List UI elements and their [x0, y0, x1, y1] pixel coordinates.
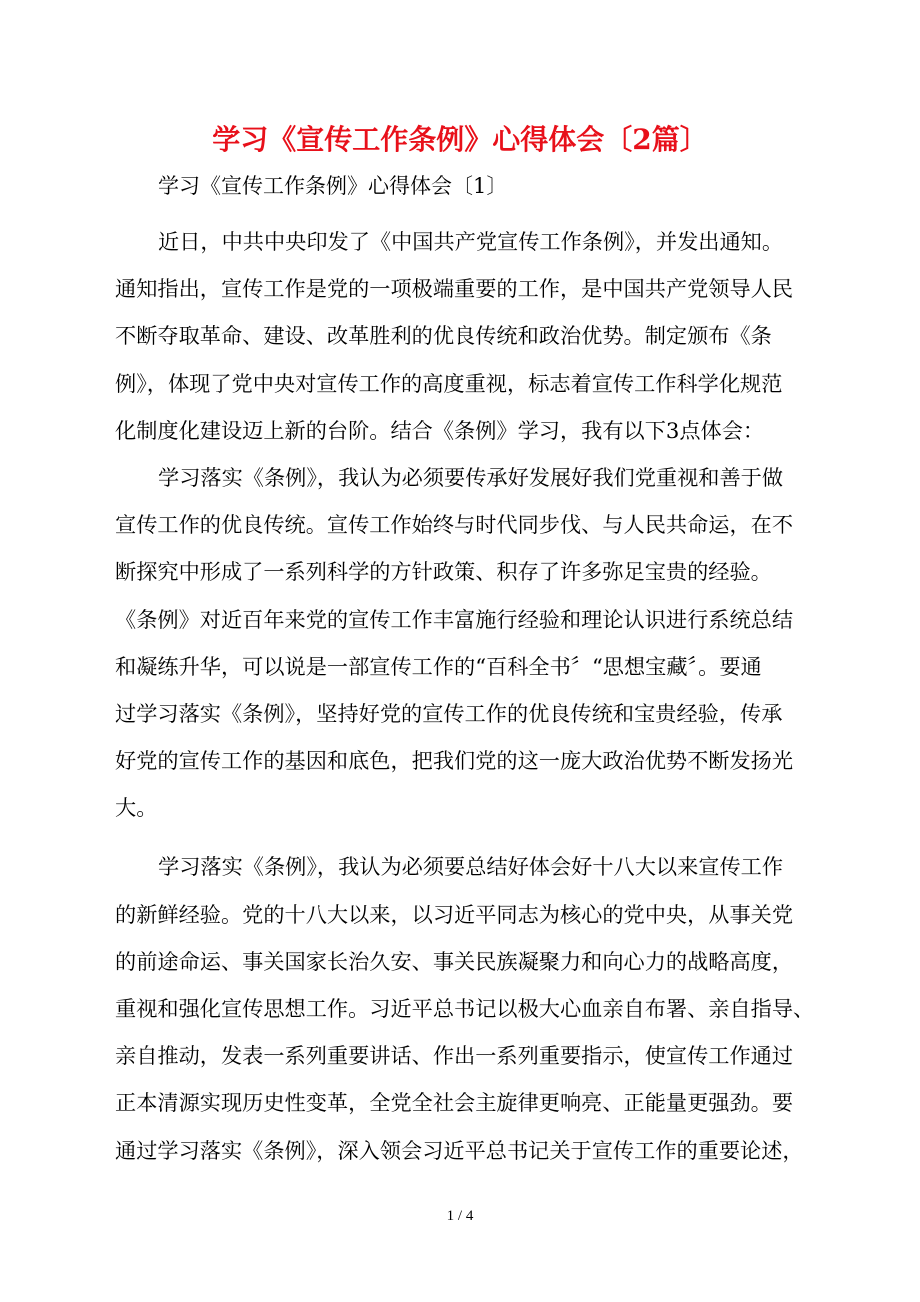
body-text	[115, 218, 815, 1174]
text-line: 过学习落实《条例》，坚持好党的宣传工作的优良传统和宝贵经验，传承	[115, 700, 783, 726]
text-line: 近日，中共中央印发了《中国共产党宣传工作条例》，并发出通知。	[158, 229, 784, 254]
text-line: 的前途命运、事关国家长治久安、事关民族凝聚力和向心力的战略高度，	[115, 948, 794, 974]
section-heading: 学习《宣传工作条例》心得体会〔1〕	[158, 174, 508, 198]
text-line: 和凝练升华，可以说是一部宣传工作的“百科全书〞“思想宝藏〞。要通	[115, 653, 762, 679]
text-line: 重视和强化宣传思想工作。习近平总书记以极大心血亲自布署、亲自指导、	[115, 996, 815, 1021]
text-line: 学习落实《条例》，我认为必须要传承好发展好我们党重视和善于做	[158, 464, 784, 490]
text-line: 断探究中形成了一系列科学的方针政策、积存了许多弥足宝贵的经验。	[115, 559, 772, 585]
page-number: 1 / 4	[446, 1208, 474, 1224]
text-line: 的新鲜经验。党的十八大以来，以习近平同志为核心的党中央，从事关党	[115, 901, 794, 927]
paragraph-2	[115, 454, 815, 832]
document-title: 学习《宣传工作条例》心得体会〔2篇〕	[212, 123, 708, 156]
paragraph-3	[115, 843, 815, 1173]
text-line: 不断夺取革命、建设、改革胜利的优良传统和政治优势。制定颁布《条	[115, 323, 772, 349]
text-line: 例》，体现了党中央对宣传工作的高度重视，标志着宣传工作科学化规范	[115, 370, 783, 396]
text-line: 化制度化建设迈上新的台阶。结合《条例》学习，我有以下3点体会：	[115, 417, 765, 443]
text-line: 亲自推动，发表一系列重要讲话、作出一系列重要指示，使宣传工作通过	[115, 1043, 794, 1069]
text-line: 学习落实《条例》，我认为必须要总结好体会好十八大以来宣传工作	[158, 854, 784, 880]
text-line: 大。	[115, 795, 158, 821]
text-line: 正本清源实现历史性变革，全党全社会主旋律更响亮、正能量更强劲。要	[115, 1090, 794, 1116]
text-line: 通知指出，宣传工作是党的一项极端重要的工作，是中国共产党领导人民	[115, 276, 794, 302]
text-line: 《条例》对近百年来党的宣传工作丰富施行经验和理论认识进行系统总结	[115, 606, 794, 632]
text-line: 通过学习落实《条例》，深入领会习近平总书记关于宣传工作的重要论述，	[115, 1137, 804, 1163]
paragraph-1	[115, 218, 815, 454]
text-line: 好党的宣传工作的基因和底色，把我们党的这一庞大政治优势不断发扬光	[115, 748, 794, 774]
text-line: 宣传工作的优良传统。宣传工作始终与时代同步伐、与人民共命运，在不	[115, 512, 794, 538]
paragraph-spacer	[115, 831, 815, 843]
